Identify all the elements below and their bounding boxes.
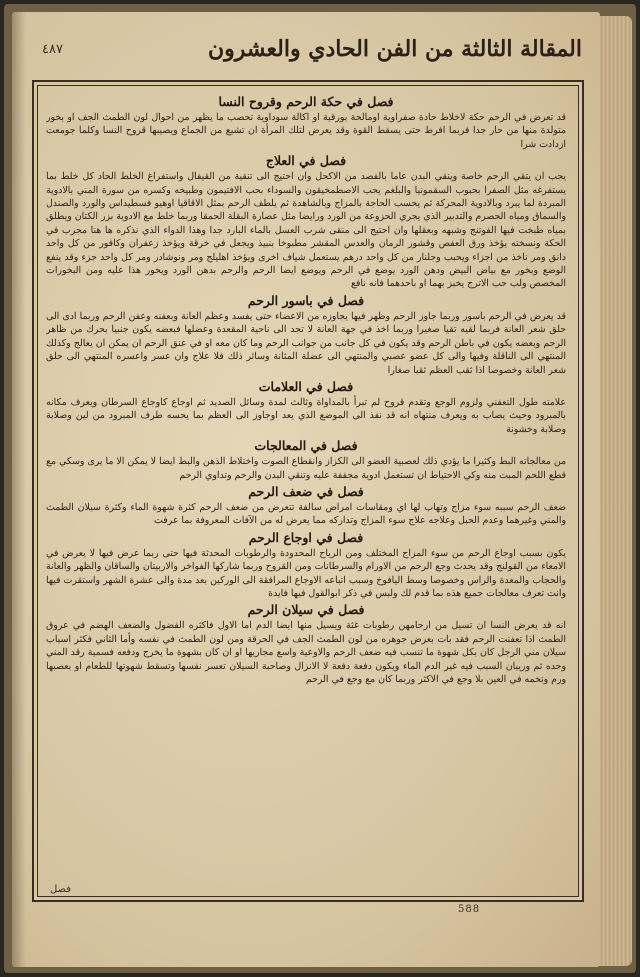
- section-body: من معالجاته البط وكثيرا ما يؤدي ذلك لعصبية العضو الى الكزاز وانقطاع الصوت واختلاط الذهن والبط ايضا لا يمكن الا ما يرى وسكي مع قطع اللحم المبت منه وكي الاحتياط ان تستعمل ادوية مجففة عليه وتنقي البدن والرحم وتداوي الرحم: [46, 456, 566, 481]
- section-pains: [46, 530, 566, 601]
- page-number-bottom: 588: [458, 904, 481, 915]
- section-body: انه قد يعرض النسا ان تسيل من ارحامهن رطوبات غثة ويسيل منها ايضا الدم اما الاول فاكثره الفضول والضعف الهضم في عروق الطمث اذا تعفنت الرحم فقد بات بعرض جوهره من لون الطمث الجف في الحرقة ومن لون الطمث في نفسه وأما الثاني فكثر اسباب سيلان مني الرجل كان بكل شهوة ما تنسب فيه ضعف الرحم والاوعية واسع مجاريها او ان كان بشهوة ما يخرج ودفعه فسمية رقد المني وحده ثم وريبان السبب فيه غير الدم الماء ويكون دفعة دفعة لا الانزال وصاحبة السيلان تعسر نفسها وتسقط شهوتها للطعام او بعصبها ورم وتخمه في العين بلا وجع في الاكثر وربما كان مع وجع في الرحم: [46, 620, 566, 685]
- catchword: فصل: [50, 884, 72, 895]
- running-head: [42, 30, 582, 68]
- section-signs: [46, 379, 566, 436]
- section-body: قد تعرض في الرحم حكة لاخلاط حادة صفراوية اومالحة بورقية او اكالة سوداوية تحصب ما يظهر من احوال لون الطمث الجف او بخور متولدة منها من حار جدا فربما افرط حتى يسقط القوة وقد يعرض لتلك المرأة ان تشبع من الجماع ويصيبها قروح النسا وكلما جومعت ازدادت شرا: [46, 112, 566, 150]
- section-title: فصل في العلامات: [258, 378, 354, 394]
- page-number-top: ٤٨٧: [42, 41, 63, 57]
- section-title: فصل في اوجاع الرحم: [248, 529, 364, 545]
- section-discharge: [46, 602, 566, 686]
- section-title: فصل في حكة الرحم وقروح النسا: [218, 94, 394, 109]
- section-title: فصل في المعالجات: [254, 438, 358, 454]
- section-body: علامته طول التعفني ولزوم الوجع وتقدم قروح لم تبرأ بالمداواة وثالث لمدة وسائل الصديد ثم اوجاع كاوجاع السرطان ويعرف مكانه بالمبرود وحيث يصاب به ويعرف منتهاه انه قد نفذ الى الموضع الذي يعد اوجاوز الى العظم بما يحسه طرف المبرود من لين وصلابة وصلابة وخشونة: [46, 396, 566, 435]
- section-treatment: [46, 153, 566, 291]
- section-title: فصل في ضعف الرحم: [248, 483, 364, 499]
- section-body: قد يعرض في الرحم باسور وربما جاوز الرحم وظهر فيها يجاوزه من الاعضاء حتى يفسد وعظم العانة وبعفنه وعفن الرحم وربما ادى الى حلق شعر العانة فربما لقيه تقيا صغيرا وربما اخذ في جهة العانة لا تجد الى ناحية المقعدة وعضلها فبعضه يكون جنبيا بحرك من ظاهر الرحم وبعضه يكون في باطن الرحم وقد يكون في كل جانب من جوانب الرحم وما كان معه او في عنق الرحم ان يمكن ان يعالج وكذلك المنتهي الى الناقلة وفيها والى كل عضو عصبي والمنتهي الى عضلة المثانة وسائر ذلك فلا علاج وان عسر واعسره المنتهي الى حلق شعر العانة وخصوصا اذا ثقب العظم ثقبا صغارا: [46, 310, 566, 376]
- spine-shadow: [12, 12, 26, 967]
- section-itch: [46, 94, 566, 151]
- section-title: فصل في العلاج: [265, 153, 347, 169]
- section-title: فصل في باسور الرحم: [247, 292, 365, 308]
- section-remedies: [46, 438, 566, 482]
- section-body: ضعف الرحم سببه سوء مزاج وتهاب لها اي ومقاسات امراض سالفة تتعرض من ضعف الرحم كثرة شهوة الماء وكثرة سيلان الطمث والمني وغيرهما وعدم الحبل وعلاجه علاج سوء المزاج وتداركه مما يعرض له من الآفات المعروفة بما عرفت: [46, 501, 566, 527]
- manuscript-page: [12, 12, 600, 967]
- section-fistula: [46, 293, 566, 377]
- section-body: يكون بسبب اوجاع الرحم من سوء المزاج المختلف ومن الرياح المحدودة والرطوبات المحدثة فيها حتى ربما عرض فيها لا يعرض في الامعاء من القولنج وقد يحدث وجع الرحم من الاورام والسرطانات ومن القروح وربما شاركها الفواخر والاربيتان والساقان والظهر والعانة والحجاب والمعدة والراس وخصوصا وسط اليافوخ وسبب اتباعه الاوجاع المرافقة الى الوركين بعد مدة والى عشرة الشهر واستقرت فيها وانت تعرف معالجات جميع هذه بما قدم لك ولبس في ذكر ابوالقول فيها فايدة: [46, 547, 566, 599]
- section-body: يجب ان يتقي الرحم خاصة وينقي البدن عاما بالفصد من الاكحل وان احتيج الى تنقية من القيفال واستفراغ الخلط الحاد كل خلط بما يستفرغه مثل الصفرا بحبوب السقمونيا والبلغم يحب الاصطمخيقون والسوداء بحب الافتيمون وطبيخه وكسره من سورة المني بالادوية المبردة لما يبرد وبالادوية المحركة ثم يحسب الحاجة بالمزاج وبالشاهدة ثم يلطف الرحم بمثل الاقاقيا اوهيو فسطيداس والورد والصندل والسماق ومياه الحصرم والتدبير الذي يجري الحزوعة من الورد ورايضا مثل عصارة البقلة الحمقا وربما خلط مع الادوية بزر الكتان ويطلق بمياه طبخت فيها الفوتنج وشبهه وبعقلها وان احتيج الى منقى شرب العسل بالماء البارد جدا وهذا الدواء الذي نذكره ها هنا مجرب في الحكة ونسخته يؤخذ ورق العفص وقشور الرمان والعدس المقشر مطبوخا بنبيذ ويجعل في خرقة ويؤخذ زعفران وكافور من كل واحد دانق ومر ناخذ من اجزاء ويحبب وجلنار من كل واحد درهم يستعمل شياف اخرى ويؤخذ اهليلج ومر ونوشادر ومر كل واحد جزء وقد ينفع الوضع وبخور مع بياض البيض ودهن الورد يوضع في الرحم ويوضع ايضا الرحم والرحم بدهن الورد ويخور هذا عليه ومن البخورات المخصص ولب حب الاترج يخبز بهما او باحدهما فانه نافع: [46, 171, 566, 290]
- section-title: فصل في سيلان الرحم: [247, 602, 365, 618]
- running-title: المقالة الثالثة من الفن الحادي والعشرون: [207, 36, 582, 62]
- section-weakness: [46, 484, 566, 528]
- book: [4, 4, 636, 973]
- text-block: [46, 92, 566, 890]
